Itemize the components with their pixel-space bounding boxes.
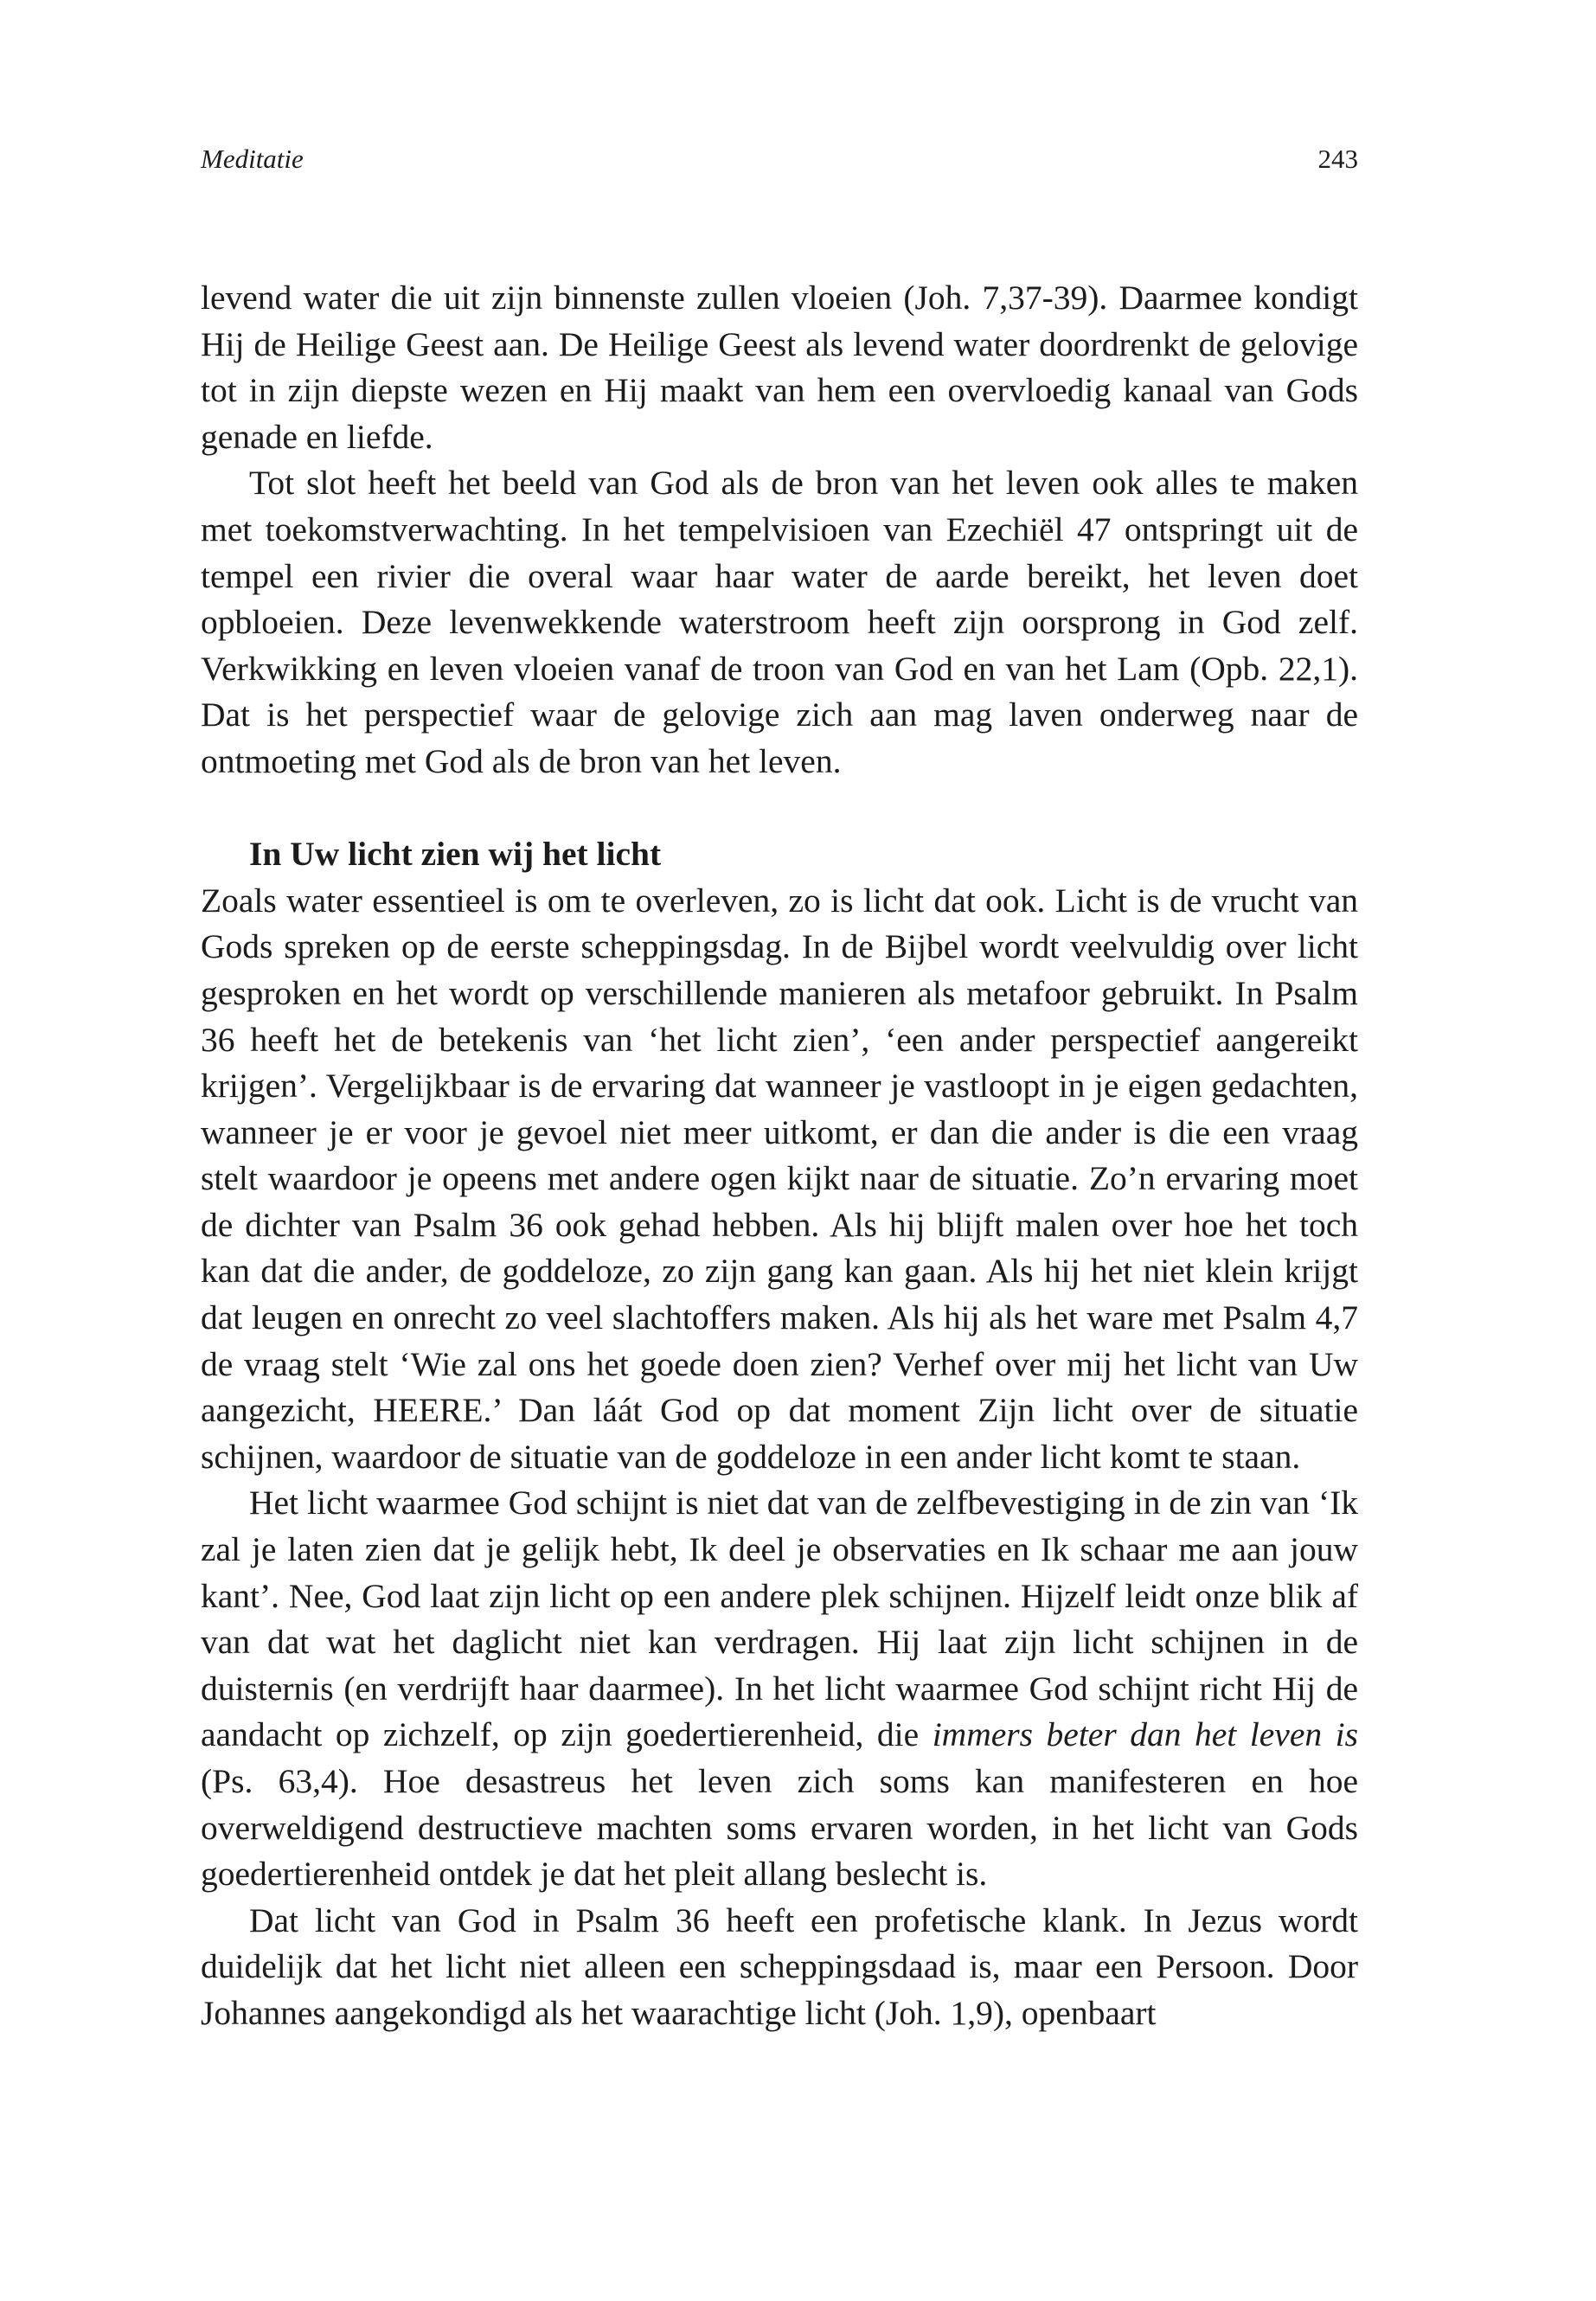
quote-italic: immers beter dan het leven is xyxy=(932,1715,1359,1754)
page-body xyxy=(201,275,1358,2037)
running-title: Meditatie xyxy=(201,144,304,174)
paragraph-licht: Zoals water essentieel is om te overleven, zo is licht dat ook. Licht is de vrucht van Gods spreken op de eerste scheppingsdag. In de Bijbel wordt veelvuldig over licht gesproken en het wordt op verschillende manieren als metafoor gebruikt. In Psalm 36 heeft het de betekenis van ‘het licht zien’, ‘een ander perspectief aangereikt krijgen’. Vergelijkbaar is de ervaring dat wanneer je vastloopt in je eigen gedachten, wanneer je er voor je gevoel niet meer uitkomt, er dan die ander is die een vraag stelt waardoor je opeens met andere ogen kijkt naar de situatie. Zo’n ervaring moet de dichter van Psalm 36 ook gehad hebben. Als hij blijft malen over hoe het toch kan dat die ander, de goddeloze, zo zijn gang kan gaan. Als hij het niet klein krijgt dat leugen en onrecht zo veel slachtoffers maken. Als hij als het ware met Psalm 4,7 de vraag stelt ‘Wie zal ons het goede doen zien? Verhef over mij het licht van Uw aangezicht, HEERE.’ Dan láát God op dat moment Zijn licht over de situatie schijnen, waardoor de situatie van de goddeloze in een ander licht komt te staan. xyxy=(201,881,1358,1476)
paragraph-continued: levend water die uit zijn binnenste zullen vloeien (Joh. 7,37-39). Daarmee kondigt Hij de Heilige Geest aan. De Heilige Geest als levend water doordrenkt de gelovige tot in zijn diepste wezen en Hij maakt van hem een overvloedig kanaal van Gods genade en liefde. xyxy=(201,279,1358,456)
paragraph-profetisch: Dat licht van God in Psalm 36 heeft een profetische klank. In Jezus wordt duidelijk dat het licht niet alleen een scheppingsdaad is, maar een Persoon. Door Johannes aangekondigd als het waarachtige licht (Joh. 1,9), openbaart xyxy=(201,1900,1358,2032)
page-number: 243 xyxy=(1317,144,1358,174)
paragraph-toekomstverwachting: Tot slot heeft het beeld van God als de bron van het leven ook alles te maken met toekomstverwachting. In het tempelvisioen van Ezechiël 47 ontspringt uit de tempel een rivier die overal waar haar water de aarde bereikt, het leven doet opbloeien. Deze levenwekkende waterstroom heeft zijn oorsprong in God zelf. Verkwikking en leven vloeien vanaf de troon van God en van het Lam (Opb. 22,1). Dat is het perspectief waar de gelovige zich aan mag laven onderweg naar de ontmoeting met God als de bron van het leven. xyxy=(201,464,1358,780)
paragraph-zelfbevestiging xyxy=(201,1480,1358,1897)
paragraph-text-start: Het licht waarmee God schijnt is niet dat van de zelfbevestiging in de zin van ‘Ik zal je laten zien dat je gelijk hebt, Ik deel je observaties en Ik schaar me aan jouw kant’. Nee, God laat zijn licht op een andere plek schijnen. Hijzelf leidt onze blik af van dat wat het daglicht niet kan verdragen. Hij laat zijn licht schijnen in de duisternis (en verdrijft haar daarmee). In het licht waarmee God schijnt richt Hij de aandacht op zichzelf, op zijn goedertierenheid, die xyxy=(201,1484,1358,1754)
paragraph-text-end: (Ps. 63,4). Hoe desastreus het leven zich soms kan manifesteren en hoe overweldigend destructieve machten soms ervaren worden, in het licht van Gods goedertierenheid ontdek je dat het pleit allang beslecht is. xyxy=(201,1762,1358,1894)
running-head xyxy=(201,138,1358,180)
section-heading: In Uw licht zien wij het licht xyxy=(249,835,662,874)
